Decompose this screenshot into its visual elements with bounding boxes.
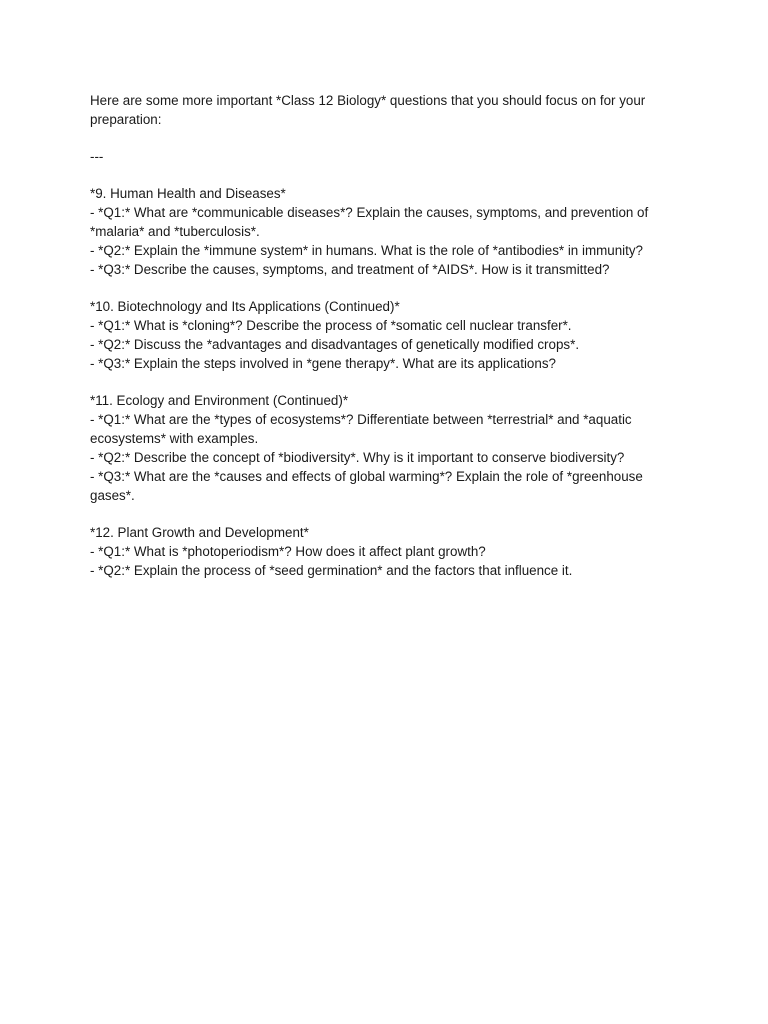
question-item: - *Q2:* Explain the process of *seed germination* and the factors that influence it.	[90, 563, 573, 578]
section-human-health	[90, 184, 690, 279]
section-ecology	[90, 391, 690, 505]
question-item: - *Q1:* What is *cloning*? Describe the process of *somatic cell nuclear transfer*.	[90, 318, 572, 333]
section-plant-growth	[90, 523, 690, 580]
document-page	[90, 91, 690, 580]
question-item: - *Q3:* Describe the causes, symptoms, and treatment of *AIDS*. How is it transmitted?	[90, 262, 610, 277]
section-heading: *9. Human Health and Diseases*	[90, 186, 286, 201]
spacer	[90, 505, 690, 523]
section-heading: *12. Plant Growth and Development*	[90, 525, 309, 540]
question-item: - *Q2:* Discuss the *advantages and disadvantages of genetically modified crops*.	[90, 337, 580, 352]
spacer	[90, 166, 690, 184]
section-heading: *10. Biotechnology and Its Applications (Continued)*	[90, 299, 400, 314]
spacer	[90, 279, 690, 297]
question-item: - *Q2:* Explain the *immune system* in humans. What is the role of *antibodies* in immunity?	[90, 243, 643, 258]
question-item: - *Q3:* Explain the steps involved in *gene therapy*. What are its applications?	[90, 356, 556, 371]
question-item: - *Q2:* Describe the concept of *biodiversity*. Why is it important to conserve biodiversity?	[90, 450, 625, 465]
section-biotechnology	[90, 297, 690, 373]
question-item: - *Q1:* What are *communicable diseases*? Explain the causes, symptoms, and prevention of *malaria* and *tuberculosis*.	[90, 205, 649, 239]
section-heading: *11. Ecology and Environment (Continued)*	[90, 393, 349, 408]
separator: ---	[90, 149, 104, 164]
intro-paragraph: Here are some more important *Class 12 Biology* questions that you should focus on for your preparation:	[90, 93, 646, 127]
spacer	[90, 129, 690, 147]
question-item: - *Q1:* What are the *types of ecosystems*? Differentiate between *terrestrial* and *aquatic ecosystems* with examples.	[90, 412, 632, 446]
question-item: - *Q3:* What are the *causes and effects of global warming*? Explain the role of *greenhouse gases*.	[90, 469, 643, 503]
spacer	[90, 373, 690, 391]
question-item: - *Q1:* What is *photoperiodism*? How does it affect plant growth?	[90, 544, 486, 559]
